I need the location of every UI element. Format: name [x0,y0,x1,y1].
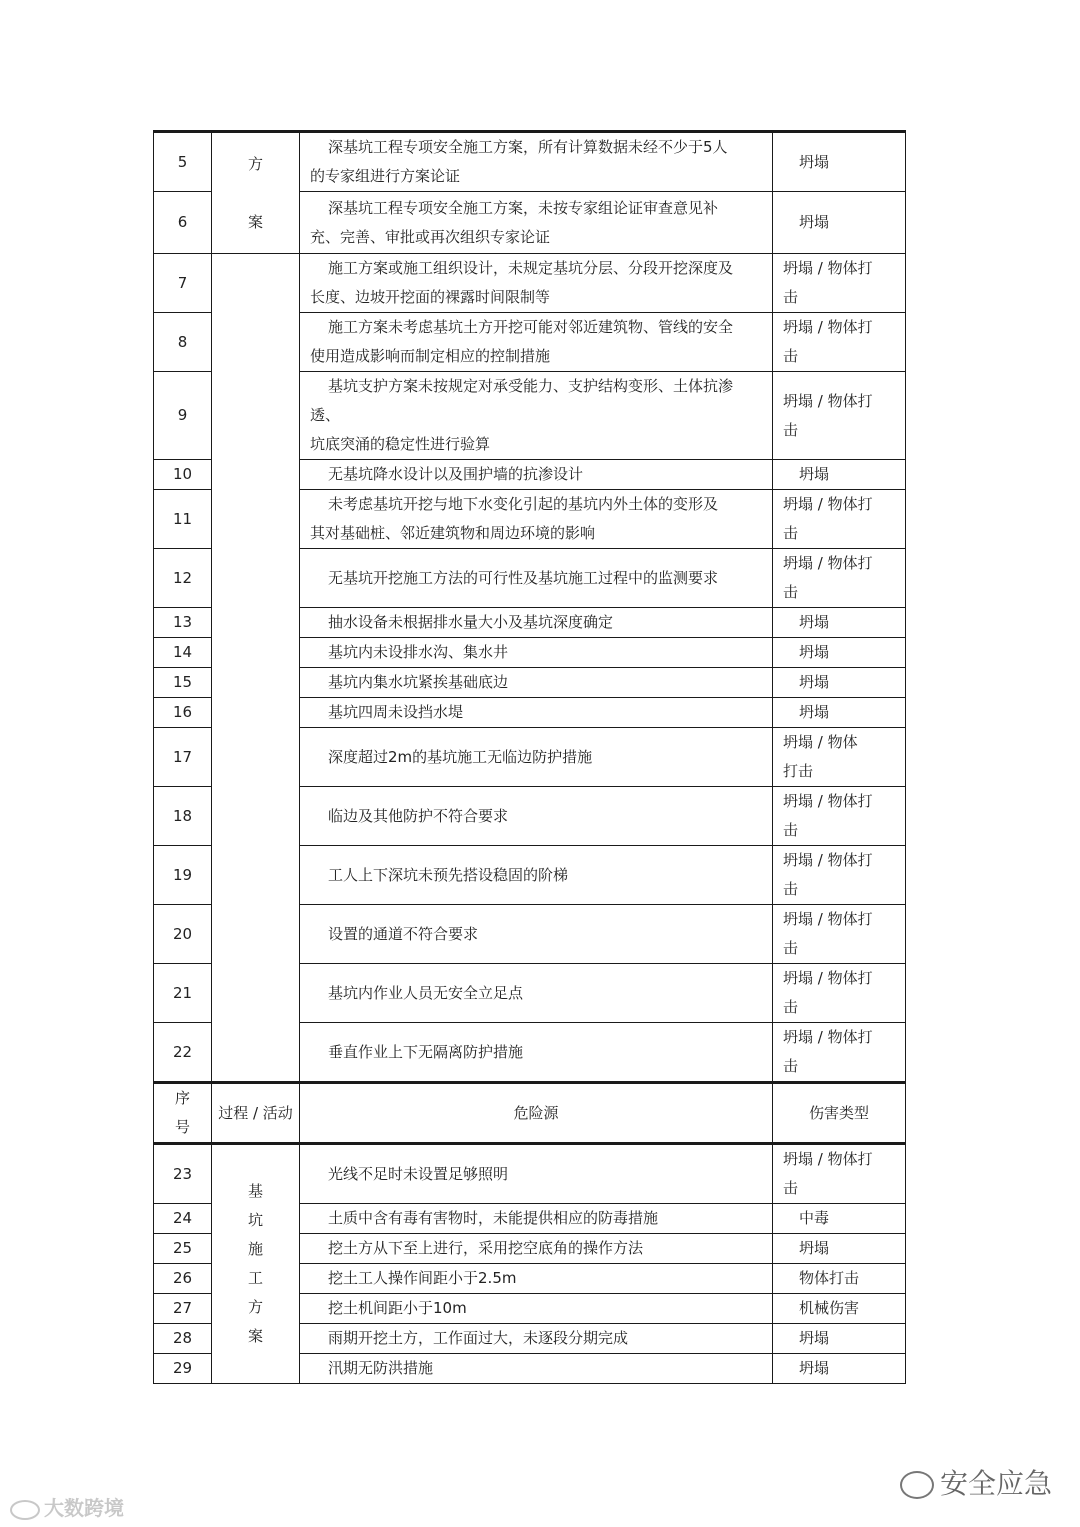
table-header-row [154,1083,906,1144]
hazard-cell [300,1264,773,1294]
hazard-text: 深基坑工程专项安全施工方案，未按专家组论证审查意见补 [328,198,719,217]
hazard-table [153,130,906,1384]
harm-type-cell [773,1234,906,1264]
harm-type-text: 坍塌 [799,643,830,661]
harm-type-cell [773,1144,906,1204]
table-row [154,1144,906,1204]
row-number: 7 [154,254,212,313]
harm-type-text: 机械伤害 [799,1299,860,1317]
harm-type-cell [773,608,906,638]
harm-type-text: 击 [783,1179,799,1197]
row-number: 6 [154,192,212,254]
row-number: 23 [154,1144,212,1204]
hazard-text: 垂直作业上下无隔离防护措施 [328,1042,524,1061]
hazard-cell [300,132,773,192]
hazard-cell [300,846,773,905]
hazard-text: 深基坑工程专项安全施工方案，所有计算数据未经不少于5人 [328,138,728,156]
harm-type-text: 坍塌 / 物体打 [783,792,873,810]
harm-type-cell [773,254,906,313]
harm-type-text: 坍塌 / 物体打 [783,391,873,410]
harm-type-text: 物体打击 [799,1269,860,1287]
row-number: 5 [154,132,212,192]
hazard-text: 挖土方从下至上进行，采用挖空底角的操作方法 [328,1239,644,1257]
hazard-text: 无基坑降水设计以及围护墙的抗渗设计 [328,465,584,483]
harm-type-text: 击 [783,939,799,957]
harm-type-text: 击 [783,1057,799,1075]
hazard-text: 施工方案或施工组织设计，未规定基坑分层、分段开挖深度及 [328,259,734,277]
hazard-text: 透、 [310,406,341,424]
row-number: 26 [154,1264,212,1294]
harm-type-text: 坍塌 / 物体打 [783,259,873,277]
harm-type-text: 坍塌 [799,703,830,721]
hazard-text: 临边及其他防护不符合要求 [328,806,509,825]
hazard-text: 施工方案未考虑基坑土方开挖可能对邻近建筑物、管线的安全 [328,318,734,336]
row-number: 28 [154,1324,212,1354]
hazard-text: 无基坑开挖施工方法的可行性及基坑施工过程中的监测要求 [328,568,719,587]
row-number: 10 [154,460,212,490]
harm-type-cell [773,668,906,698]
hazard-text: 汛期无防洪措施 [328,1359,434,1377]
harm-type-cell [773,1023,906,1083]
hazard-text: 基坑内未设排水沟、集水井 [328,643,509,661]
hazard-cell [300,787,773,846]
hazard-text: 的专家组进行方案论证 [310,167,461,185]
process-cell-pit-text: 基 坑 施 工 方 案 [247,1182,263,1345]
harm-type-cell [773,1204,906,1234]
hazard-text: 抽水设备未根据排水量大小及基坑深度确定 [328,613,614,631]
hazard-cell [300,1234,773,1264]
process-cell-empty [212,254,300,1083]
harm-type-cell [773,549,906,608]
row-number: 11 [154,490,212,549]
header-no-text: 序 号 [174,1089,190,1136]
harm-type-cell [773,964,906,1023]
hazard-text: 未考虑基坑开挖与地下水变化引起的基坑内外土体的变形及 [328,495,719,513]
harm-type-text: 坍塌 / 物体打 [783,969,873,987]
harm-type-text: 击 [783,998,799,1016]
harm-type-cell [773,1264,906,1294]
harm-type-text: 击 [783,288,799,306]
harm-type-cell [773,1294,906,1324]
hazard-cell [300,313,773,372]
process-cell-plan-text: 方 案 [247,155,263,231]
wechat-logo-icon [900,1471,934,1499]
header-no [154,1083,212,1144]
harm-type-cell [773,1324,906,1354]
harm-type-text: 坍塌 [799,465,830,483]
harm-type-text: 坍塌 / 物体打 [783,318,873,336]
process-cell-plan [212,132,300,254]
hazard-cell [300,1294,773,1324]
hazard-text: 工人上下深坑未预先搭设稳固的阶梯 [328,865,569,884]
hazard-cell [300,254,773,313]
harm-type-cell [773,728,906,787]
harm-type-text: 坍塌 [799,673,830,691]
hazard-cell [300,1204,773,1234]
harm-type-cell [773,846,906,905]
hazard-cell [300,1354,773,1384]
hazard-text: 基坑内作业人员无安全立足点 [328,983,524,1002]
table-row [154,132,906,192]
harm-type-cell [773,490,906,549]
hazard-cell [300,905,773,964]
harm-type-text: 坍塌 / 物体打 [783,1028,873,1046]
harm-type-text: 坍塌 / 物体打 [783,495,873,513]
hazard-text: 基坑内集水坑紧挨基础底边 [328,673,509,691]
hazard-cell [300,638,773,668]
row-number: 17 [154,728,212,787]
harm-type-text: 坍塌 [799,213,830,231]
hazard-text: 设置的通道不符合要求 [328,924,479,943]
harm-type-text: 坍塌 [799,152,830,171]
hazard-cell [300,668,773,698]
harm-type-text: 中毒 [799,1209,830,1227]
row-number: 21 [154,964,212,1023]
process-cell-pit [212,1144,300,1384]
harm-type-cell [773,313,906,372]
harm-type-text: 坍塌 [799,1329,830,1347]
harm-type-text: 坍塌 [799,1239,830,1257]
header-process: 过程 / 活动 [212,1083,300,1144]
table-row [154,254,906,313]
harm-type-cell [773,698,906,728]
harm-type-text: 击 [783,420,799,439]
hazard-text: 其对基础桩、邻近建筑物和周边环境的影响 [310,524,596,542]
hazard-cell [300,1023,773,1083]
row-number: 8 [154,313,212,372]
harm-type-cell [773,132,906,192]
harm-type-text: 坍塌 [799,1359,830,1377]
hazard-text: 光线不足时未设置足够照明 [328,1164,509,1183]
row-number: 16 [154,698,212,728]
row-number: 14 [154,638,212,668]
header-hazard: 危险源 [300,1083,773,1144]
harm-type-text: 坍塌 / 物体打 [783,1150,873,1168]
hazard-text: 挖土机间距小于10m [328,1299,467,1317]
hazard-text: 基坑支护方案未按规定对承受能力、支护结构变形、土体抗渗 [328,377,734,395]
harm-type-text: 击 [783,524,799,542]
harm-type-cell [773,460,906,490]
hazard-cell [300,192,773,254]
hazard-cell [300,1324,773,1354]
hazard-cell [300,372,773,460]
harm-type-cell [773,905,906,964]
harm-type-cell [773,192,906,254]
harm-type-text: 击 [783,583,799,601]
header-harm: 伤害类型 [773,1083,906,1144]
harm-type-cell [773,787,906,846]
hazard-text: 雨期开挖土方，工作面过大，未逐段分期完成 [328,1329,629,1347]
hazard-text: 使用造成影响而制定相应的控制措施 [310,347,551,365]
hazard-cell [300,460,773,490]
watermark-right: 安全应急 [900,1462,1052,1502]
hazard-text: 土质中含有毒有害物时，未能提供相应的防毒措施 [328,1209,659,1227]
harm-type-cell [773,638,906,668]
row-number: 9 [154,372,212,460]
row-number: 25 [154,1234,212,1264]
harm-type-text: 坍塌 [799,613,830,631]
row-number: 12 [154,549,212,608]
hazard-cell [300,549,773,608]
hazard-cell [300,698,773,728]
row-number: 22 [154,1023,212,1083]
row-number: 27 [154,1294,212,1324]
hazard-text: 充、完善、审批或再次组织专家论证 [310,227,551,246]
hazard-text: 长度、边坡开挖面的裸露时间限制等 [310,288,551,306]
hazard-cell [300,964,773,1023]
weibo-logo-icon [10,1500,40,1520]
hazard-cell [300,490,773,549]
hazard-text: 深度超过2m的基坑施工无临边防护措施 [328,747,593,766]
harm-type-text: 坍塌 / 物体打 [783,851,873,869]
harm-type-text: 坍塌 / 物体 [783,733,858,751]
hazard-cell [300,728,773,787]
harm-type-text: 打击 [783,762,814,780]
row-number: 18 [154,787,212,846]
harm-type-text: 击 [783,821,799,839]
row-number: 29 [154,1354,212,1384]
watermark-left: 大数跨境 [10,1492,124,1521]
row-number: 24 [154,1204,212,1234]
row-number: 19 [154,846,212,905]
hazard-cell [300,608,773,638]
hazard-text: 坑底突涌的稳定性进行验算 [310,435,491,453]
row-number: 20 [154,905,212,964]
harm-type-text: 击 [783,880,799,898]
hazard-text: 挖土工人操作间距小于2.5m [328,1269,517,1287]
harm-type-text: 坍塌 / 物体打 [783,554,873,572]
harm-type-text: 击 [783,347,799,365]
harm-type-cell [773,372,906,460]
harm-type-text: 坍塌 / 物体打 [783,910,873,928]
harm-type-cell [773,1354,906,1384]
hazard-text: 基坑四周未设挡水堤 [328,703,464,721]
row-number: 15 [154,668,212,698]
hazard-cell [300,1144,773,1204]
row-number: 13 [154,608,212,638]
